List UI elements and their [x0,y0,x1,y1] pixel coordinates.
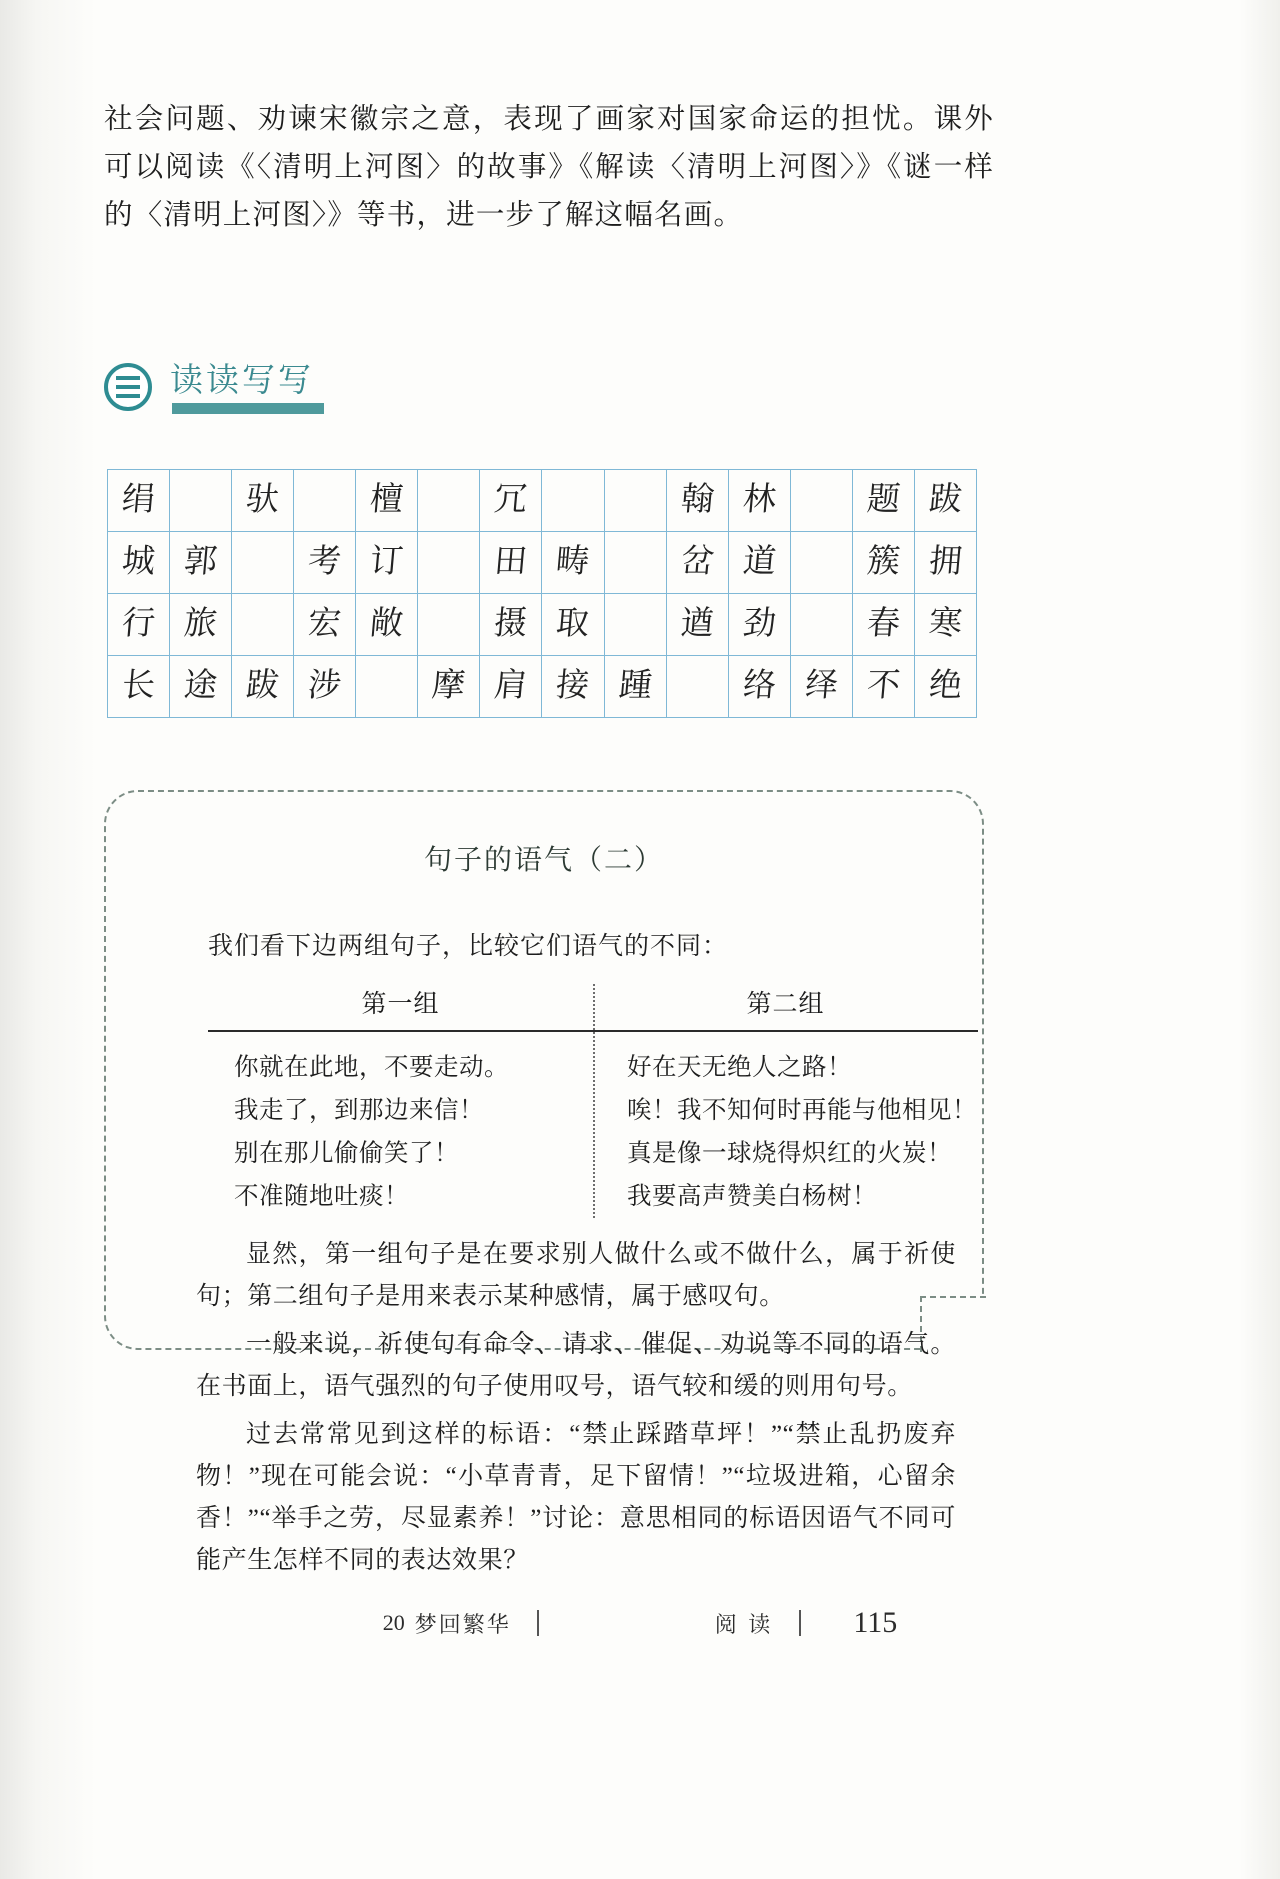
grid-cell [728,656,790,718]
grid-cell [170,594,232,656]
grid-cell [728,594,790,656]
grid-char: 跋 [927,482,964,518]
grid-cell [852,470,914,532]
grid-char: 接 [554,668,592,704]
grid-cell [418,656,480,718]
icon-line-1 [116,376,140,380]
grid-cell [356,470,418,532]
grid-char: 旅 [182,606,219,642]
grid-cell [666,594,728,656]
grid-char: 畴 [554,544,592,580]
icon-line-3 [116,394,140,398]
grid-cell [666,532,728,594]
grid-char: 簇 [865,544,902,580]
grid-char: 春 [865,606,902,642]
grid-char: 绢 [120,482,157,518]
grid-cell [356,656,418,718]
explanation-paragraph-1: 显然，第一组句子是在要求别人做什么或不做什么，属于祈使句；第二组句子是用来表示某种感情，属于感叹句。 [196,1241,956,1310]
grid-char: 取 [554,606,592,642]
grid-cell [666,470,728,532]
section-heading-underline [172,403,324,414]
grid-cell [480,656,542,718]
grid-char: 踵 [617,668,654,704]
grid-char: 摄 [492,606,530,642]
grid-cell [108,470,170,532]
grid-cell [914,594,976,656]
list-item: 我走了，到那边来信！ [234,1097,484,1124]
grid-char: 宏 [306,606,343,642]
grid-char: 肩 [492,668,530,704]
grid-char: 敞 [368,606,405,642]
grid-cell [604,594,666,656]
list-item: 你就在此地，不要走动。 [234,1054,509,1081]
grid-cell [542,470,604,532]
footer-divider-2 [799,1610,801,1636]
grid-char: 林 [741,482,778,518]
grid-cell [914,532,976,594]
section-heading-title-wrap [170,362,314,410]
grid-cell [108,594,170,656]
grid-char: 涉 [306,668,343,704]
table-row [108,656,977,718]
grid-cell [232,594,294,656]
footer-divider [537,1610,539,1636]
grid-char: 劲 [741,606,778,642]
grid-cell [604,532,666,594]
grid-char: 冗 [492,482,530,518]
grid-cell [604,470,666,532]
table-row [108,594,977,656]
grid-cell [294,470,356,532]
grid-char: 途 [182,668,219,704]
character-grid [107,469,977,718]
grid-char: 不 [865,668,902,704]
group-vertical-divider [593,984,595,1218]
grid-cell [728,532,790,594]
grid-char: 摩 [430,668,467,704]
grid-cell [294,594,356,656]
grid-char: 题 [865,482,902,518]
group-two-column [585,1046,978,1218]
grid-char: 跋 [244,668,281,704]
grid-cell [604,656,666,718]
grid-cell [480,594,542,656]
icon-line-2 [116,385,140,389]
footer-unit-label: 阅 读 [714,1611,774,1637]
grid-cell [294,656,356,718]
grid-char: 长 [120,668,157,704]
grid-cell [232,532,294,594]
grid-char: 络 [741,668,778,704]
group-two-label: 第二组 [746,991,825,1018]
grid-char: 翰 [679,482,716,518]
footer-lesson-number: 20 [382,1610,405,1635]
grid-char: 绎 [803,668,840,704]
grid-cell [542,594,604,656]
grid-char: 行 [120,606,157,642]
grid-cell [418,470,480,532]
explanation-paragraph-3: 过去常常见到这样的标语：“禁止踩踏草坪！”“禁止乱扔废弃物！”现在可能会说：“小草青青，足下留情！”“垃圾进箱，心留余香！”“举手之劳，尽显素养！”讨论：意思相同的标语因语气不同可能产生怎样不同的表达效果？ [196,1421,956,1574]
grid-cell [852,656,914,718]
grid-cell [914,656,976,718]
grid-char: 道 [741,544,778,580]
list-item: 好在天无绝人之路！ [627,1054,852,1081]
grid-cell [356,594,418,656]
grid-cell [790,656,852,718]
section-heading-title: 读读写写 [170,362,314,399]
grid-cell [418,532,480,594]
grid-cell [790,532,852,594]
grid-cell [170,532,232,594]
group-one-label: 第一组 [361,991,440,1018]
activity-lead-text: 我们看下边两组句子，比较它们语气的不同： [208,933,729,960]
character-grid-body [108,470,977,718]
page-edge-shading [1240,0,1280,1879]
grid-char: 城 [120,544,157,580]
grid-cell [480,532,542,594]
grid-cell [790,470,852,532]
grid-cell [108,532,170,594]
grid-cell [232,656,294,718]
activity-title: 句子的语气（二） [423,845,664,876]
grid-cell [790,594,852,656]
grid-cell [294,532,356,594]
grid-cell [356,532,418,594]
footer-page-number: 115 [853,1606,898,1639]
grid-char: 檀 [368,482,405,518]
explanation-paragraph-2: 一般来说，祈使句有命令、请求、催促、劝说等不同的语气。在书面上，语气强烈的句子使用叹号，语气较和缓的则用句号。 [196,1331,956,1400]
list-item: 别在那儿偷偷笑了！ [234,1140,459,1167]
grid-cell [852,594,914,656]
activity-explanation [196,1234,956,1582]
list-item: 不准随地吐痰！ [234,1183,409,1210]
grid-char: 遒 [679,606,716,642]
grid-cell [914,470,976,532]
activity-box [104,790,984,1574]
three-lines-circle-icon [104,363,152,411]
grid-cell [542,656,604,718]
activity-box-content [104,790,984,1574]
grid-cell [852,532,914,594]
grid-cell [728,470,790,532]
grid-cell [170,470,232,532]
grid-char: 郭 [182,544,219,580]
sentence-groups [208,984,978,1218]
list-item: 真是像一球烧得炽红的火炭！ [627,1140,952,1167]
grid-char: 寒 [927,606,964,642]
table-row [108,532,977,594]
grid-char: 考 [306,544,343,580]
grid-char: 订 [368,544,405,580]
page-gutter-shading [0,0,96,1879]
grid-cell [418,594,480,656]
grid-cell [666,656,728,718]
grid-char: 田 [492,544,530,580]
intro-paragraph: 社会问题、劝谏宋徽宗之意，表现了画家对国家命运的担忧。课外可以阅读《〈清明上河图〉的故事》《解读〈清明上河图〉》《谜一样的〈清明上河图〉》等书，进一步了解这幅名画。 [104,104,994,231]
grid-cell [542,532,604,594]
group-one-column [208,1046,585,1218]
grid-char: 拥 [927,544,964,580]
table-row [108,470,977,532]
grid-char: 驮 [244,482,281,518]
grid-cell [108,656,170,718]
list-item: 我要高声赞美白杨树！ [627,1183,877,1210]
grid-cell [170,656,232,718]
page-footer [0,1606,1280,1640]
footer-lesson-name: 梦回繁华 [414,1611,511,1637]
grid-char: 岔 [679,544,716,580]
grid-char: 绝 [927,668,964,704]
intro-paragraph-block [104,96,994,240]
grid-cell [480,470,542,532]
grid-cell [232,470,294,532]
list-item: 唉！我不知何时再能与他相见！ [627,1097,977,1124]
section-heading [104,363,314,411]
